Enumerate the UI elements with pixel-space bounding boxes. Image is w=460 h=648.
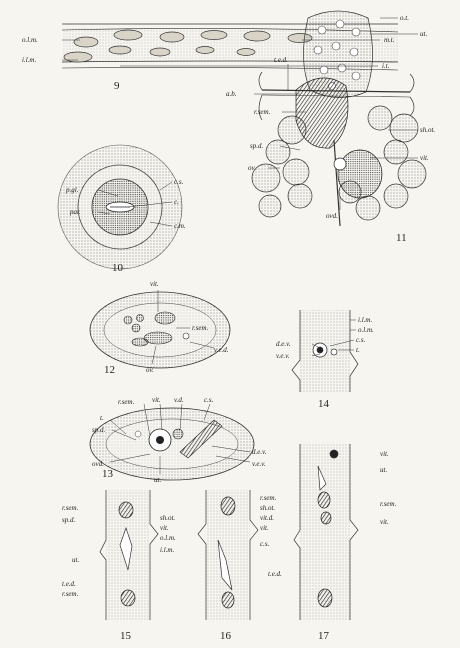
figure-17-drawing bbox=[294, 444, 358, 620]
fig11-label-ov: ov. bbox=[248, 164, 256, 172]
figure-9-number: 9 bbox=[114, 80, 120, 92]
figure-13-drawing bbox=[90, 408, 254, 480]
fig13-label-spd: sp.d. bbox=[92, 426, 106, 434]
figure-15-number: 15 bbox=[120, 630, 131, 642]
fig17-label-rsem: r.sem. bbox=[380, 500, 397, 508]
fig10-label-pgl: p.gl. bbox=[66, 186, 79, 194]
figure-12-drawing bbox=[90, 292, 230, 368]
fig9-label-olm: o.l.m. bbox=[22, 36, 38, 44]
fig13-label-t: t. bbox=[100, 414, 104, 422]
fig11-label-ted: t.e.d. bbox=[274, 56, 288, 64]
fig13-label-dev: d.e.v. bbox=[252, 448, 267, 456]
fig14-label-t: t. bbox=[356, 346, 360, 354]
fig14-label-ilm: i.l.m. bbox=[358, 316, 373, 324]
fig13-label-ut: ut. bbox=[154, 476, 162, 484]
fig16-label-cs: c.s. bbox=[260, 540, 270, 548]
fig9-label-it: i.t. bbox=[382, 62, 390, 70]
figure-14-drawing bbox=[292, 310, 358, 392]
fig15-label-spd: sp.d. bbox=[62, 516, 76, 524]
fig14-label-vev: v.e.v. bbox=[276, 352, 290, 360]
fig15-label-shot: sh.ot. bbox=[160, 514, 176, 522]
fig13-label-vit: vit. bbox=[152, 396, 161, 404]
fig14-label-cs: c.s. bbox=[356, 336, 366, 344]
fig12-label-ved: v.e.d. bbox=[214, 346, 229, 354]
fig9-label-ilm: i.l.m. bbox=[22, 56, 37, 64]
fig10-label-c: c. bbox=[174, 198, 179, 206]
fig15-label-vit: vit. bbox=[160, 524, 169, 532]
fig15-label-ted: t.e.d. bbox=[62, 580, 76, 588]
fig9-label-mt: m.t. bbox=[384, 36, 395, 44]
fig15-label-ut: ut. bbox=[72, 556, 80, 564]
fig11-label-spd: sp.d. bbox=[250, 142, 264, 150]
fig17-label-vit-2: vit. bbox=[380, 518, 389, 526]
figure-11-number: 11 bbox=[396, 232, 407, 244]
fig17-label-ut: ut. bbox=[380, 466, 388, 474]
figure-12-number: 12 bbox=[104, 364, 115, 376]
figure-10-drawing bbox=[58, 145, 182, 269]
fig15-label-rsem-2: r.sem. bbox=[62, 590, 79, 598]
fig11-label-ovd: ovd. bbox=[326, 212, 338, 220]
fig9-label-ot: o.t. bbox=[400, 14, 409, 22]
fig11-label-vit: vit. bbox=[420, 154, 429, 162]
fig13-label-rsem: r.sem. bbox=[118, 398, 135, 406]
fig11-label-shot: sh.ot. bbox=[420, 126, 436, 134]
figure-16-number: 16 bbox=[220, 630, 231, 642]
fig16-label-vit: vit. bbox=[260, 524, 269, 532]
figure-17-number: 17 bbox=[318, 630, 329, 642]
fig13-label-ovd: ovd. bbox=[92, 460, 104, 468]
fig10-label-cs: c.s. bbox=[174, 178, 184, 186]
fig15-label-olm: o.l.m. bbox=[160, 534, 176, 542]
figure-14-number: 14 bbox=[318, 398, 329, 410]
fig13-label-vd: v.d. bbox=[174, 396, 184, 404]
fig14-label-olm: o.l.m. bbox=[358, 326, 374, 334]
fig17-label-ted: t.e.d. bbox=[268, 570, 282, 578]
fig11-label-rsem: r.sem. bbox=[254, 108, 271, 116]
fig16-label-rsem: r.sem. bbox=[260, 494, 277, 502]
fig16-label-shot: sh.ot. bbox=[260, 504, 276, 512]
fig12-label-vit: vit. bbox=[150, 280, 159, 288]
fig17-label-vit: vit. bbox=[380, 450, 389, 458]
fig13-label-vev: v.e.v. bbox=[252, 460, 266, 468]
fig15-label-ilm: i.l.m. bbox=[160, 546, 175, 554]
fig11-label-ut: ut. bbox=[420, 30, 428, 38]
fig13-label-cs: c.s. bbox=[204, 396, 214, 404]
fig11-label-ab: a.b. bbox=[226, 90, 237, 98]
figure-16-drawing bbox=[198, 490, 258, 620]
fig15-label-rsem: r.sem. bbox=[62, 504, 79, 512]
fig14-label-dev: d.e.v. bbox=[276, 340, 291, 348]
fig12-label-rsem: r.sem. bbox=[192, 324, 209, 332]
fig16-label-vitd: vit.d. bbox=[260, 514, 274, 522]
figure-10-number: 10 bbox=[112, 262, 123, 274]
figure-13-number: 13 bbox=[102, 468, 113, 480]
fig10-label-par: par. bbox=[70, 208, 81, 216]
figure-15-drawing bbox=[100, 490, 158, 620]
fig12-label-ov: ov. bbox=[146, 366, 154, 374]
fig10-label-cm: c.m. bbox=[174, 222, 186, 230]
